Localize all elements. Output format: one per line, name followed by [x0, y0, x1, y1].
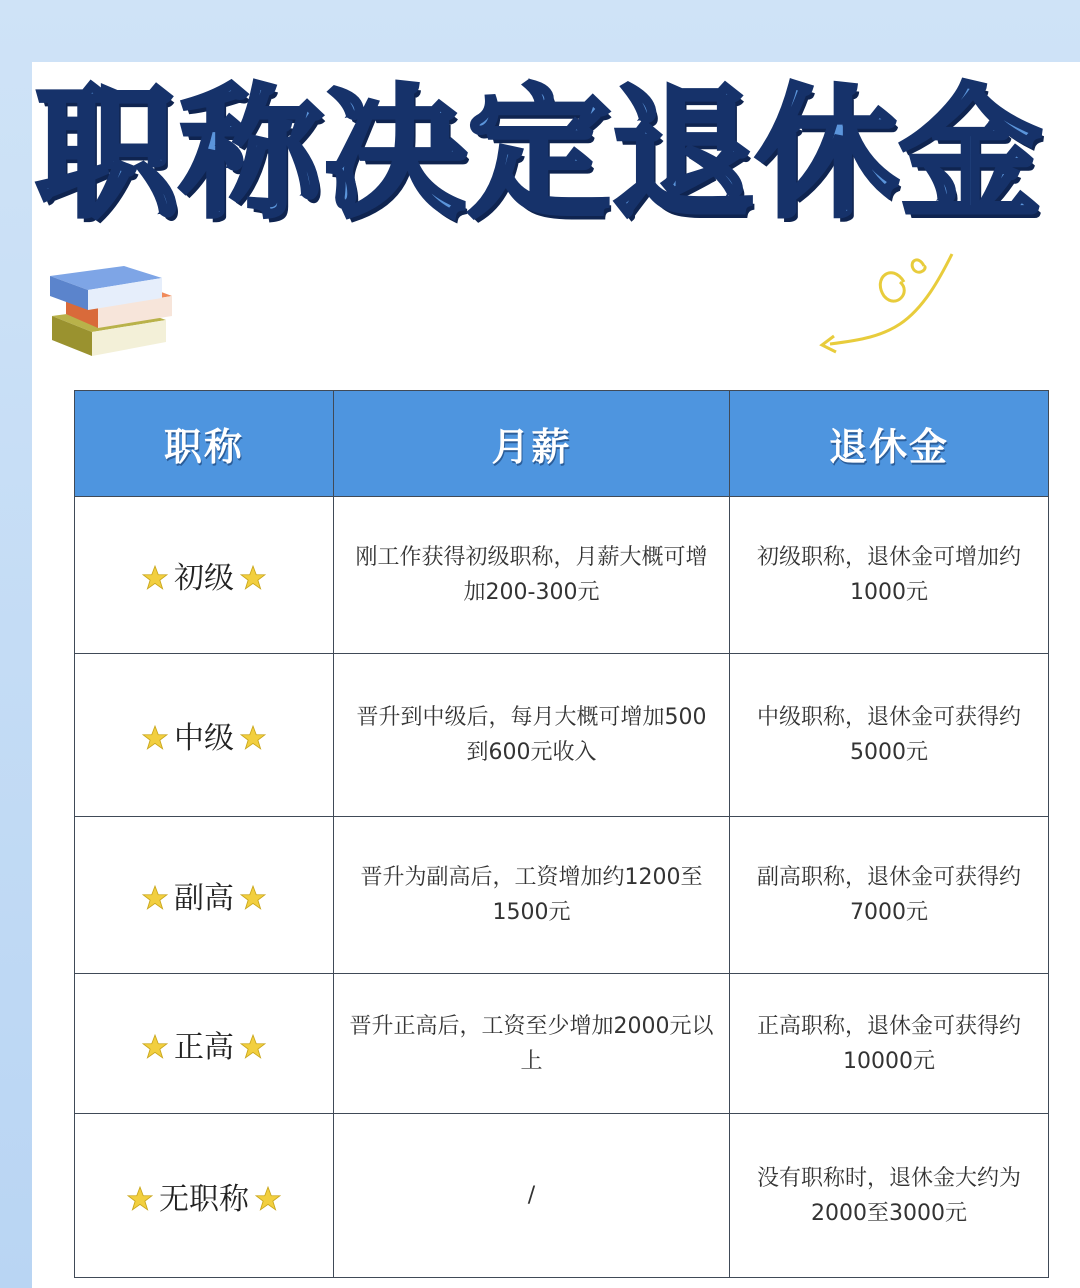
star-icon: [255, 1186, 281, 1212]
level-label: 初级: [174, 561, 234, 596]
star-icon: [142, 565, 168, 591]
star-icon: [240, 885, 266, 911]
star-icon: [127, 1186, 153, 1212]
salary-cell: /: [334, 1114, 730, 1278]
header-salary: 月薪: [334, 391, 730, 497]
table-row: [75, 497, 1049, 654]
level-cell: [75, 497, 334, 654]
salary-cell: 晋升正高后，工资至少增加2000元以上: [334, 974, 730, 1114]
level-cell: [75, 817, 334, 974]
level-cell: [75, 654, 334, 817]
header-pension: 退休金: [730, 391, 1049, 497]
title-pension-table: [74, 390, 1049, 1278]
pension-cell: 正高职称，退休金可获得约10000元: [730, 974, 1049, 1114]
level-label: 无职称: [159, 1181, 249, 1217]
header-title: 职称: [75, 391, 334, 497]
pension-cell: 初级职称，退休金可增加约1000元: [730, 497, 1049, 654]
star-icon: [142, 725, 168, 751]
star-icon: [142, 1034, 168, 1060]
page-title: 职称决定退休金: [36, 72, 1044, 237]
swirl-arrow-icon: [812, 248, 962, 358]
level-cell: [75, 1114, 334, 1278]
table-row: [75, 817, 1049, 974]
table-row: [75, 654, 1049, 817]
level-cell: [75, 974, 334, 1114]
table-header-row: [75, 391, 1049, 497]
books-icon: [46, 258, 178, 358]
salary-cell: 刚工作获得初级职称，月薪大概可增加200-300元: [334, 497, 730, 654]
level-label: 中级: [174, 721, 234, 756]
star-icon: [142, 885, 168, 911]
table-row: [75, 1114, 1049, 1278]
star-icon: [240, 725, 266, 751]
salary-cell: 晋升为副高后，工资增加约1200至1500元: [334, 817, 730, 974]
pension-cell: 中级职称，退休金可获得约5000元: [730, 654, 1049, 817]
level-label: 副高: [174, 881, 234, 916]
salary-cell: 晋升到中级后，每月大概可增加500到600元收入: [334, 654, 730, 817]
pension-cell: 副高职称，退休金可获得约7000元: [730, 817, 1049, 974]
level-label: 正高: [174, 1029, 234, 1065]
table-row: [75, 974, 1049, 1114]
star-icon: [240, 565, 266, 591]
star-icon: [240, 1034, 266, 1060]
pension-cell: 没有职称时，退休金大约为2000至3000元: [730, 1114, 1049, 1278]
